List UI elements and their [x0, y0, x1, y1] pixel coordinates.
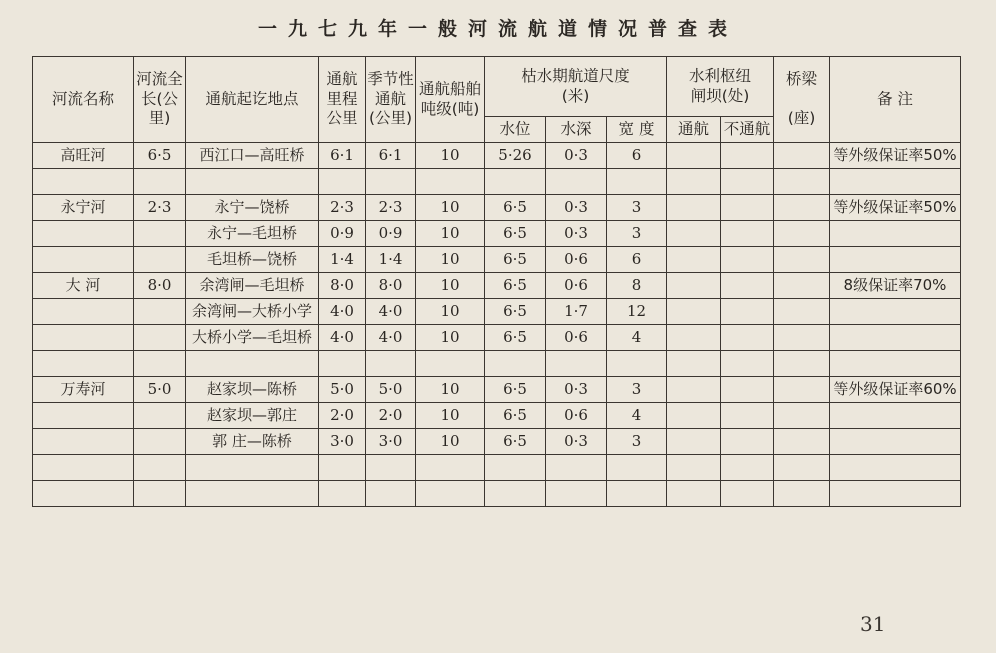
tonnage-cell: 10: [416, 273, 485, 299]
width-cell: 8: [607, 273, 667, 299]
header-width: 宽 度: [607, 117, 667, 143]
header-bridges-unit: (座): [787, 109, 816, 128]
water-level-cell: [485, 351, 546, 377]
hydro-non-navigable-cell: [721, 325, 774, 351]
water-depth-cell: [546, 481, 607, 507]
hydro-navigable-cell: [667, 195, 721, 221]
river-name-cell: [33, 247, 134, 273]
route-cell: [186, 481, 319, 507]
mileage-cell: 3·0: [319, 429, 366, 455]
hydro-navigable-cell: [667, 247, 721, 273]
width-cell: [607, 455, 667, 481]
water-level-cell: [485, 455, 546, 481]
header-mileage: 通航里程公里: [319, 57, 366, 143]
mileage-cell: 1·4: [319, 247, 366, 273]
remark-cell: [830, 403, 961, 429]
page-title: 一九七九年一般河流航道情况普查表: [257, 18, 738, 40]
hydro-non-navigable-cell: [721, 273, 774, 299]
hydro-navigable-cell: [667, 429, 721, 455]
hydro-navigable-cell: [667, 273, 721, 299]
mileage-cell: [319, 481, 366, 507]
remark-cell: 等外级保证率50%: [830, 143, 961, 169]
mileage-cell: [319, 351, 366, 377]
river-name-cell: [33, 299, 134, 325]
total-length-cell: [134, 247, 186, 273]
table-row: [33, 481, 961, 507]
water-depth-cell: 0·3: [546, 195, 607, 221]
width-cell: 3: [607, 221, 667, 247]
remark-cell: [830, 351, 961, 377]
water-depth-cell: [546, 169, 607, 195]
total-length-cell: [134, 325, 186, 351]
width-cell: [607, 351, 667, 377]
seasonal-cell: 5·0: [366, 377, 416, 403]
hydro-navigable-cell: [667, 455, 721, 481]
water-level-cell: [485, 169, 546, 195]
seasonal-cell: 4·0: [366, 299, 416, 325]
river-name-cell: 大 河: [33, 273, 134, 299]
tonnage-cell: [416, 455, 485, 481]
water-depth-cell: 0·3: [546, 221, 607, 247]
total-length-cell: 5·0: [134, 377, 186, 403]
remark-cell: [830, 221, 961, 247]
tonnage-cell: [416, 169, 485, 195]
water-depth-cell: 0·3: [546, 429, 607, 455]
bridges-cell: [774, 403, 830, 429]
table-row: [33, 221, 961, 247]
width-cell: [607, 169, 667, 195]
bridges-cell: [774, 377, 830, 403]
bridges-cell: [774, 169, 830, 195]
tonnage-cell: 10: [416, 299, 485, 325]
header-water-level: 水位: [485, 117, 546, 143]
route-cell: 余湾闸—大桥小学: [186, 299, 319, 325]
total-length-cell: [134, 403, 186, 429]
bridges-cell: [774, 273, 830, 299]
route-cell: 永宁—饶桥: [186, 195, 319, 221]
water-depth-cell: 0·6: [546, 247, 607, 273]
header-bridges-label: 桥梁: [785, 70, 817, 89]
remark-cell: [830, 247, 961, 273]
tonnage-cell: [416, 351, 485, 377]
bridges-cell: [774, 143, 830, 169]
seasonal-cell: [366, 169, 416, 195]
table-row: [33, 299, 961, 325]
width-cell: 3: [607, 377, 667, 403]
header-dry-season-unit: (米): [561, 86, 590, 105]
hydro-navigable-cell: [667, 143, 721, 169]
table-row: [33, 143, 961, 169]
seasonal-cell: 4·0: [366, 325, 416, 351]
seasonal-cell: 1·4: [366, 247, 416, 273]
table-row: [33, 247, 961, 273]
hydro-non-navigable-cell: [721, 429, 774, 455]
table-row: [33, 169, 961, 195]
total-length-cell: [134, 221, 186, 247]
hydro-non-navigable-cell: [721, 247, 774, 273]
water-level-cell: 6·5: [485, 377, 546, 403]
width-cell: 3: [607, 195, 667, 221]
water-level-cell: 6·5: [485, 247, 546, 273]
header-total-length: 河流全长(公里): [134, 57, 186, 143]
page-number: 31: [860, 612, 886, 636]
bridges-cell: [774, 351, 830, 377]
total-length-cell: 2·3: [134, 195, 186, 221]
remark-cell: [830, 325, 961, 351]
hydro-navigable-cell: [667, 403, 721, 429]
route-cell: [186, 169, 319, 195]
seasonal-cell: [366, 351, 416, 377]
bridges-cell: [774, 247, 830, 273]
water-depth-cell: 1·7: [546, 299, 607, 325]
total-length-cell: 6·5: [134, 143, 186, 169]
header-row: [33, 57, 961, 117]
table-row: [33, 429, 961, 455]
hydro-navigable-cell: [667, 325, 721, 351]
route-cell: 西江口—高旺桥: [186, 143, 319, 169]
hydro-navigable-cell: [667, 221, 721, 247]
hydro-navigable-cell: [667, 169, 721, 195]
route-cell: 郭 庄—陈桥: [186, 429, 319, 455]
bridges-cell: [774, 481, 830, 507]
water-depth-cell: 0·3: [546, 377, 607, 403]
header-seasonal: 季节性通航(公里): [366, 57, 416, 143]
tonnage-cell: 10: [416, 325, 485, 351]
header-route: 通航起讫地点: [186, 57, 319, 143]
remark-cell: [830, 299, 961, 325]
route-cell: 永宁—毛坦桥: [186, 221, 319, 247]
river-name-cell: [33, 351, 134, 377]
river-name-cell: [33, 403, 134, 429]
bridges-cell: [774, 195, 830, 221]
mileage-cell: 6·1: [319, 143, 366, 169]
tonnage-cell: 10: [416, 247, 485, 273]
header-dry-season-label: 枯水期航道尺度: [521, 67, 630, 86]
remark-cell: [830, 481, 961, 507]
water-depth-cell: 0·6: [546, 325, 607, 351]
header-bridges: [774, 57, 830, 143]
water-level-cell: 6·5: [485, 325, 546, 351]
seasonal-cell: 3·0: [366, 429, 416, 455]
tonnage-cell: 10: [416, 195, 485, 221]
river-name-cell: [33, 325, 134, 351]
seasonal-cell: 2·3: [366, 195, 416, 221]
water-depth-cell: 0·3: [546, 143, 607, 169]
mileage-cell: 2·3: [319, 195, 366, 221]
hydro-non-navigable-cell: [721, 169, 774, 195]
hydro-navigable-cell: [667, 351, 721, 377]
remark-cell: 等外级保证率60%: [830, 377, 961, 403]
water-level-cell: 6·5: [485, 195, 546, 221]
seasonal-cell: [366, 481, 416, 507]
remark-cell: [830, 455, 961, 481]
width-cell: 4: [607, 403, 667, 429]
tonnage-cell: 10: [416, 429, 485, 455]
hydro-non-navigable-cell: [721, 455, 774, 481]
mileage-cell: 4·0: [319, 325, 366, 351]
remark-cell: 8级保证率70%: [830, 273, 961, 299]
width-cell: [607, 481, 667, 507]
header-river-name: 河流名称: [33, 57, 134, 143]
route-cell: 毛坦桥—饶桥: [186, 247, 319, 273]
table-row: [33, 377, 961, 403]
mileage-cell: 2·0: [319, 403, 366, 429]
tonnage-cell: 10: [416, 143, 485, 169]
river-name-cell: [33, 221, 134, 247]
river-name-cell: [33, 481, 134, 507]
header-remarks: 备 注: [830, 57, 961, 143]
hydro-non-navigable-cell: [721, 377, 774, 403]
tonnage-cell: 10: [416, 221, 485, 247]
water-level-cell: 6·5: [485, 403, 546, 429]
header-navigable: 通航: [667, 117, 721, 143]
header-non-navigable: 不通航: [721, 117, 774, 143]
route-cell: 赵家坝—陈桥: [186, 377, 319, 403]
water-level-cell: 6·5: [485, 221, 546, 247]
seasonal-cell: [366, 455, 416, 481]
mileage-cell: [319, 455, 366, 481]
table-row: [33, 273, 961, 299]
seasonal-cell: 8·0: [366, 273, 416, 299]
bridges-cell: [774, 221, 830, 247]
width-cell: 12: [607, 299, 667, 325]
route-cell: 余湾闸—毛坦桥: [186, 273, 319, 299]
mileage-cell: 5·0: [319, 377, 366, 403]
bridges-cell: [774, 325, 830, 351]
header-hydro-unit: 闸坝(处): [690, 86, 750, 105]
total-length-cell: 8·0: [134, 273, 186, 299]
total-length-cell: [134, 481, 186, 507]
tonnage-cell: 10: [416, 377, 485, 403]
header-water-depth: 水深: [546, 117, 607, 143]
width-cell: 6: [607, 247, 667, 273]
width-cell: 6: [607, 143, 667, 169]
water-level-cell: 5·26: [485, 143, 546, 169]
total-length-cell: [134, 299, 186, 325]
river-name-cell: [33, 455, 134, 481]
hydro-non-navigable-cell: [721, 351, 774, 377]
water-level-cell: 6·5: [485, 273, 546, 299]
total-length-cell: [134, 351, 186, 377]
water-level-cell: 6·5: [485, 429, 546, 455]
seasonal-cell: 2·0: [366, 403, 416, 429]
water-depth-cell: [546, 351, 607, 377]
route-cell: [186, 455, 319, 481]
tonnage-cell: [416, 481, 485, 507]
route-cell: 赵家坝—郭庄: [186, 403, 319, 429]
bridges-cell: [774, 429, 830, 455]
river-name-cell: 万寿河: [33, 377, 134, 403]
mileage-cell: [319, 169, 366, 195]
remark-cell: [830, 429, 961, 455]
hydro-non-navigable-cell: [721, 195, 774, 221]
river-name-cell: [33, 169, 134, 195]
width-cell: 4: [607, 325, 667, 351]
hydro-non-navigable-cell: [721, 299, 774, 325]
river-name-cell: [33, 429, 134, 455]
remark-cell: 等外级保证率50%: [830, 195, 961, 221]
water-depth-cell: [546, 455, 607, 481]
hydro-navigable-cell: [667, 299, 721, 325]
mileage-cell: 4·0: [319, 299, 366, 325]
river-name-cell: 永宁河: [33, 195, 134, 221]
seasonal-cell: 6·1: [366, 143, 416, 169]
header-hydro-label: 水利枢纽: [688, 67, 751, 86]
total-length-cell: [134, 429, 186, 455]
seasonal-cell: 0·9: [366, 221, 416, 247]
mileage-cell: 0·9: [319, 221, 366, 247]
route-cell: [186, 351, 319, 377]
table-row: [33, 351, 961, 377]
hydro-navigable-cell: [667, 377, 721, 403]
width-cell: 3: [607, 429, 667, 455]
river-name-cell: 高旺河: [33, 143, 134, 169]
table-row: [33, 325, 961, 351]
hydro-non-navigable-cell: [721, 221, 774, 247]
hydro-non-navigable-cell: [721, 481, 774, 507]
tonnage-cell: 10: [416, 403, 485, 429]
total-length-cell: [134, 169, 186, 195]
route-cell: 大桥小学—毛坦桥: [186, 325, 319, 351]
total-length-cell: [134, 455, 186, 481]
table-row: [33, 195, 961, 221]
header-hydro: [667, 57, 774, 117]
water-depth-cell: 0·6: [546, 403, 607, 429]
header-dry-season: [485, 57, 667, 117]
table-row: [33, 403, 961, 429]
water-level-cell: 6·5: [485, 299, 546, 325]
remark-cell: [830, 169, 961, 195]
table-row: [33, 455, 961, 481]
survey-table: [32, 56, 961, 507]
bridges-cell: [774, 299, 830, 325]
water-level-cell: [485, 481, 546, 507]
hydro-non-navigable-cell: [721, 143, 774, 169]
water-depth-cell: 0·6: [546, 273, 607, 299]
mileage-cell: 8·0: [319, 273, 366, 299]
hydro-non-navigable-cell: [721, 403, 774, 429]
hydro-navigable-cell: [667, 481, 721, 507]
bridges-cell: [774, 455, 830, 481]
header-tonnage: 通航船舶吨级(吨): [416, 57, 485, 143]
